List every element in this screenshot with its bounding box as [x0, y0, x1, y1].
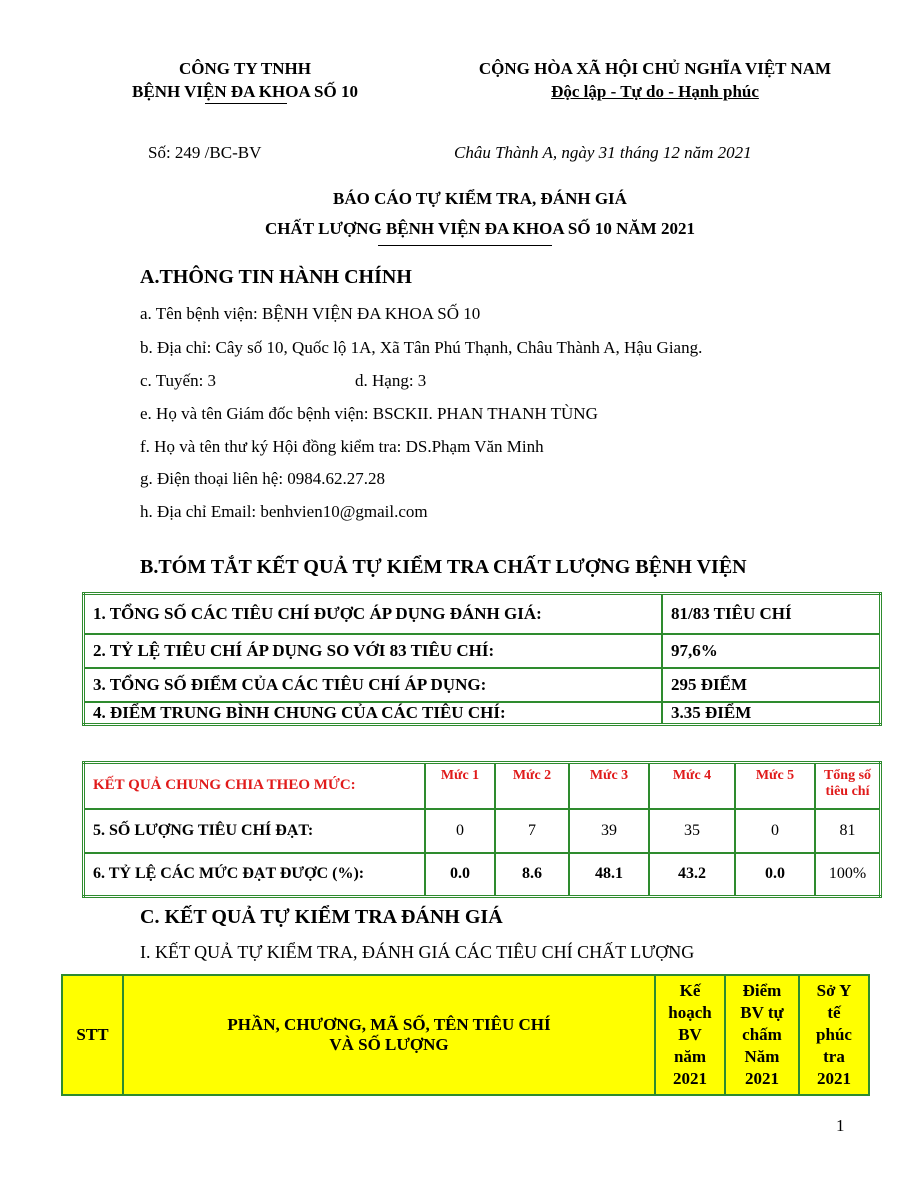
- percent-level-5: 0.0: [735, 853, 815, 897]
- self-score-header: [725, 975, 799, 1095]
- email-field: h. Địa chỉ Email: benhvien10@gmail.com: [140, 502, 428, 521]
- tier-field: c. Tuyến: 3: [140, 371, 217, 390]
- company-name: CÔNG TY TNHH: [179, 59, 311, 78]
- count-level-4: 35: [649, 809, 735, 853]
- criteria-name-line2: VÀ SỐ LƯỢNG: [329, 1035, 449, 1054]
- header-left-divider: [205, 103, 287, 104]
- dept-review-header-text: tra: [823, 1047, 845, 1066]
- summary-label: 1. TỔNG SỐ CÁC TIÊU CHÍ ĐƯỢC ÁP DỤNG ĐÁNH GIÁ:: [84, 594, 663, 634]
- page-number: 1: [836, 1116, 845, 1135]
- plan-header-text: 2021: [673, 1069, 707, 1088]
- section-a-heading: A.THÔNG TIN HÀNH CHÍNH: [140, 266, 412, 288]
- section-c-heading: C. KẾT QUẢ TỰ KIỂM TRA ĐÁNH GIÁ: [140, 906, 503, 928]
- level-1-header: Mức 1: [425, 763, 495, 809]
- total-criteria-header: Tổng số tiêu chí: [815, 763, 881, 809]
- levels-table: [82, 761, 882, 898]
- level-2-header: Mức 2: [495, 763, 569, 809]
- self-score-header-text: 2021: [745, 1069, 779, 1088]
- percent-total: 100%: [815, 853, 881, 897]
- levels-percent-row: [84, 853, 881, 897]
- plan-header-text: Kế: [679, 981, 701, 1000]
- section-b-heading: B.TÓM TẮT KẾT QUẢ TỰ KIỂM TRA CHẤT LƯỢNG BỆNH VIỆN: [140, 556, 747, 578]
- title-divider: [378, 245, 552, 246]
- count-level-1: 0: [425, 809, 495, 853]
- summary-row: [84, 594, 881, 634]
- hospital-name-field: a. Tên bệnh viện: BỆNH VIỆN ĐA KHOA SỐ 10: [140, 304, 481, 323]
- criteria-header-row: [62, 975, 869, 1095]
- summary-table: [82, 592, 882, 726]
- count-total: 81: [815, 809, 881, 853]
- level-4-header: Mức 4: [649, 763, 735, 809]
- place-date: Châu Thành A, ngày 31 tháng 12 năm 2021: [454, 143, 752, 162]
- level-3-header: Mức 3: [569, 763, 649, 809]
- plan-header-text: hoạch: [668, 1003, 712, 1022]
- summary-value: 81/83 TIÊU CHÍ: [662, 594, 881, 634]
- self-score-header-text: Năm: [744, 1047, 780, 1066]
- percent-level-2: 8.6: [495, 853, 569, 897]
- document-number: Số: 249 /BC-BV: [148, 143, 262, 162]
- self-score-header-text: Điểm: [742, 981, 782, 1000]
- summary-label: 3. TỔNG SỐ ĐIỂM CỦA CÁC TIÊU CHÍ ÁP DỤNG:: [84, 668, 663, 702]
- count-level-2: 7: [495, 809, 569, 853]
- criteria-table-header: [61, 974, 870, 1096]
- summary-value: 3.35 ĐIỂM: [662, 702, 881, 725]
- hospital-name: BỆNH VIỆN ĐA KHOA SỐ 10: [132, 82, 358, 101]
- plan-header: [655, 975, 725, 1095]
- address-field: b. Địa chỉ: Cây số 10, Quốc lộ 1A, Xã Tân Phú Thạnh, Châu Thành A, Hậu Giang.: [140, 338, 703, 357]
- dept-review-header: [799, 975, 869, 1095]
- levels-count-row: [84, 809, 881, 853]
- dept-review-header-text: 2021: [817, 1069, 851, 1088]
- self-score-header-text: chấm: [742, 1025, 782, 1044]
- national-motto: Độc lập - Tự do - Hạnh phúc: [551, 82, 759, 101]
- national-title: CỘNG HÒA XÃ HỘI CHỦ NGHĨA VIỆT NAM: [478, 59, 832, 78]
- summary-value: 97,6%: [662, 634, 881, 668]
- report-title-line2: CHẤT LƯỢNG BỆNH VIỆN ĐA KHOA SỐ 10 NĂM 2021: [265, 219, 695, 238]
- plan-header-text: BV: [678, 1025, 702, 1044]
- director-field: e. Họ và tên Giám đốc bệnh viện: BSCKII. PHAN THANH TÙNG: [140, 404, 598, 423]
- row6-label: 6. TỶ LỆ CÁC MỨC ĐẠT ĐƯỢC (%):: [84, 853, 426, 897]
- row5-label: 5. SỐ LƯỢNG TIÊU CHÍ ĐẠT:: [84, 809, 426, 853]
- percent-level-1: 0.0: [425, 853, 495, 897]
- stt-header: STT: [62, 975, 123, 1095]
- criteria-name-header: [123, 975, 655, 1095]
- self-score-header-text: BV tự: [740, 1003, 784, 1022]
- summary-row: [84, 702, 881, 725]
- criteria-name-line1: PHẦN, CHƯƠNG, MÃ SỐ, TÊN TIÊU CHÍ: [227, 1015, 551, 1034]
- summary-row: [84, 668, 881, 702]
- report-title-line1: BÁO CÁO TỰ KIỂM TRA, ĐÁNH GIÁ: [333, 189, 627, 208]
- levels-header-label: KẾT QUẢ CHUNG CHIA THEO MỨC:: [84, 763, 426, 809]
- rank-field: d. Hạng: 3: [355, 371, 427, 390]
- plan-header-text: năm: [673, 1047, 707, 1066]
- dept-review-header-text: phúc: [816, 1025, 852, 1044]
- percent-level-4: 43.2: [649, 853, 735, 897]
- count-level-5: 0: [735, 809, 815, 853]
- dept-review-header-text: tế: [827, 1003, 841, 1022]
- summary-value: 295 ĐIỂM: [662, 668, 881, 702]
- section-c-subheading: I. KẾT QUẢ TỰ KIỂM TRA, ĐÁNH GIÁ CÁC TIÊU CHÍ CHẤT LƯỢNG: [140, 942, 695, 962]
- levels-header-row: [84, 763, 881, 809]
- level-5-header: Mức 5: [735, 763, 815, 809]
- percent-level-3: 48.1: [569, 853, 649, 897]
- count-level-3: 39: [569, 809, 649, 853]
- dept-review-header-text: Sở Y: [816, 981, 852, 1000]
- phone-field: g. Điện thoại liên hệ: 0984.62.27.28: [140, 469, 386, 488]
- secretary-field: f. Họ và tên thư ký Hội đồng kiểm tra: DS.Phạm Văn Minh: [140, 437, 544, 456]
- summary-row: [84, 634, 881, 668]
- summary-label: 4. ĐIỂM TRUNG BÌNH CHUNG CỦA CÁC TIÊU CHÍ:: [84, 702, 663, 725]
- summary-label: 2. TỶ LỆ TIÊU CHÍ ÁP DỤNG SO VỚI 83 TIÊU CHÍ:: [84, 634, 663, 668]
